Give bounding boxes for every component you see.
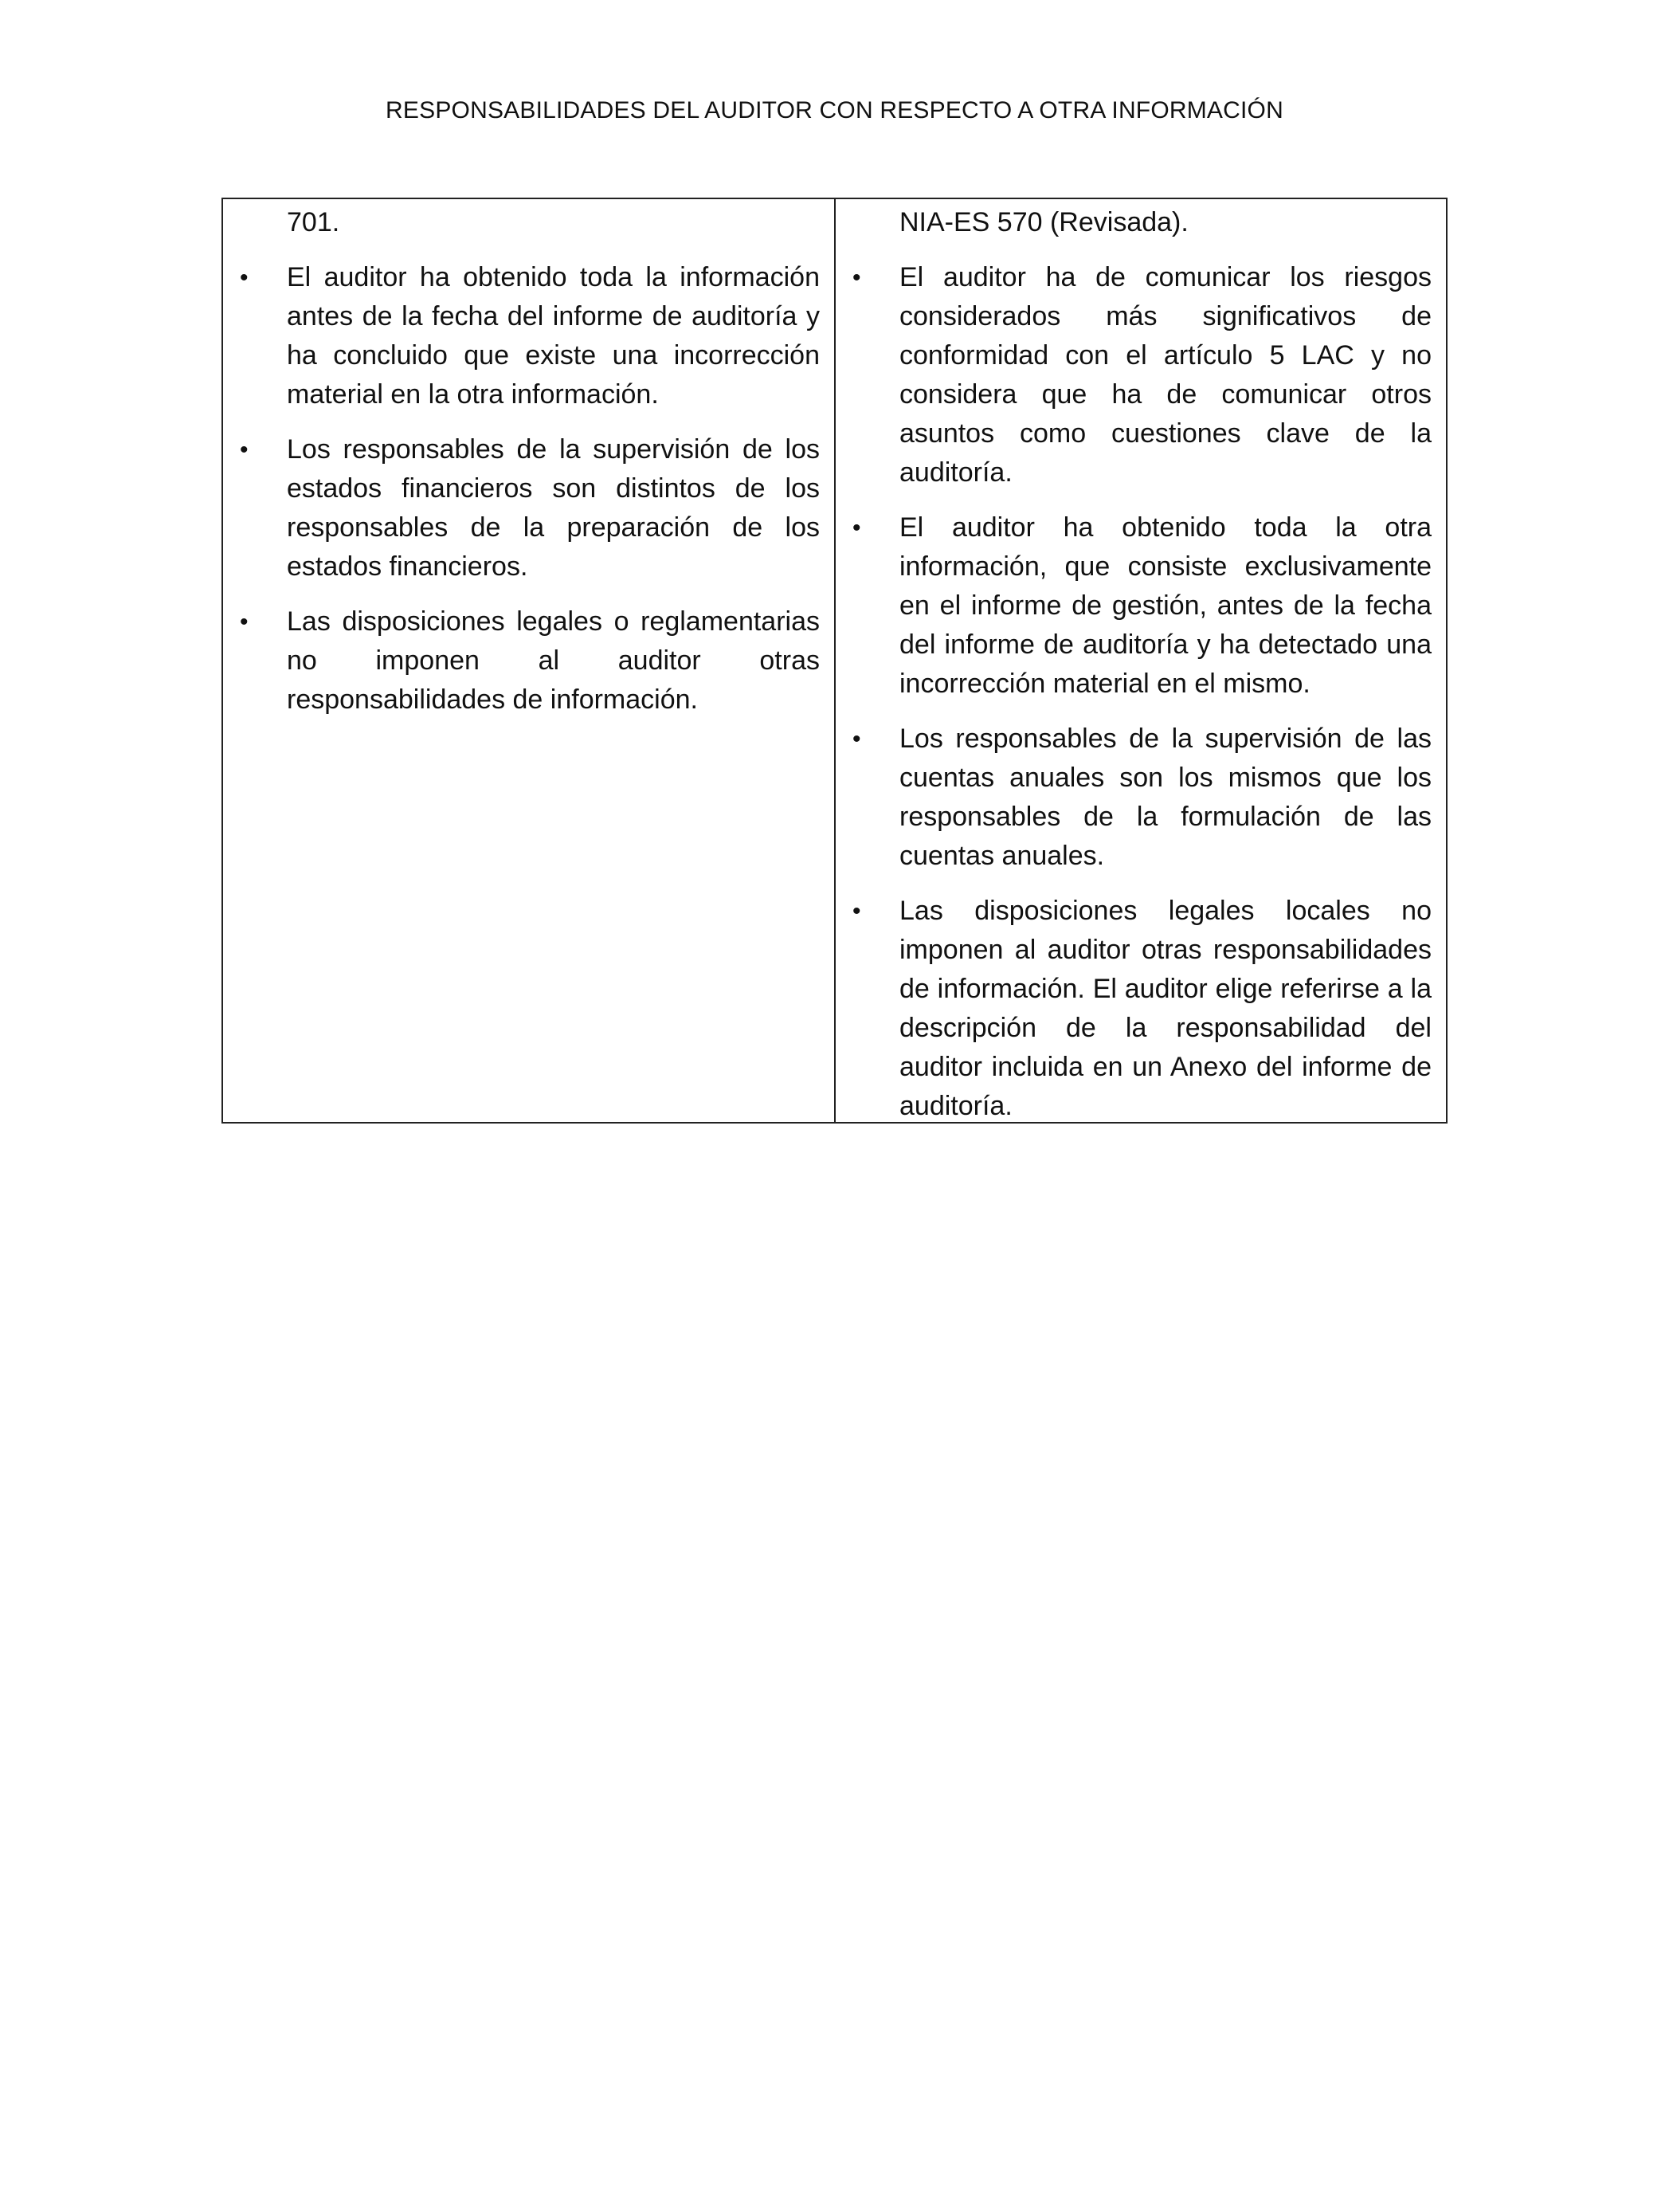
list-item [852, 508, 1432, 704]
cell-content-left [240, 203, 820, 735]
list-item-text: El auditor ha obtenido toda la otra información, que consiste exclusivamente en el informe de gestión, antes de la fecha del informe de auditoría y ha detectado una incorrección material en el mismo. [899, 512, 1432, 699]
list-item-text: Los responsables de la supervisión de los estados financieros son distintos de los responsables de la preparación de los estados financieros. [287, 434, 820, 582]
list-item [852, 892, 1432, 1126]
lead-text-left: 701. [287, 207, 340, 237]
lead-text-right: NIA-ES 570 (Revisada). [899, 207, 1189, 237]
bullet-icon: • [240, 609, 249, 635]
bullet-list-right [852, 258, 1432, 1126]
list-item [240, 430, 820, 586]
list-item-text: Las disposiciones legales o reglamentarias no imponen al auditor otras responsabilidades de información. [287, 606, 820, 715]
list-item-text: Las disposiciones legales locales no imponen al auditor otras responsabilidades de información. El auditor elige referirse a la descripción de la responsabilidad del auditor incluida en un Anexo del informe de auditoría. [899, 896, 1432, 1121]
bullet-icon: • [852, 898, 861, 924]
bullet-icon: • [852, 265, 861, 291]
bullet-icon: • [852, 515, 861, 541]
page-title: RESPONSABILIDADES DEL AUDITOR CON RESPECTO A OTRA INFORMACIÓN [386, 97, 1283, 124]
bullet-icon: • [240, 437, 249, 463]
list-item [852, 720, 1432, 876]
cell-content-right [852, 203, 1432, 1142]
bullet-icon: • [852, 726, 861, 752]
list-item-text: El auditor ha de comunicar los riesgos considerados más significativos de conformidad con el artículo 5 LAC y no considera que ha de comunicar otros asuntos como cuestiones clave de la auditoría. [899, 262, 1432, 488]
table-cell-left [223, 199, 836, 1122]
list-item-text: Los responsables de la supervisión de las cuentas anuales son los mismos que los responsables de la formulación de las cuentas anuales. [899, 724, 1432, 871]
table-cell-right [836, 199, 1446, 1122]
content-table [221, 198, 1448, 1124]
bullet-icon: • [240, 265, 249, 291]
list-item [852, 258, 1432, 492]
list-item [240, 602, 820, 720]
list-item [240, 258, 820, 414]
list-item-text: El auditor ha obtenido toda la información antes de la fecha del informe de auditoría y ha concluido que existe una incorrección material en la otra información. [287, 262, 820, 410]
bullet-list-left [240, 258, 820, 720]
